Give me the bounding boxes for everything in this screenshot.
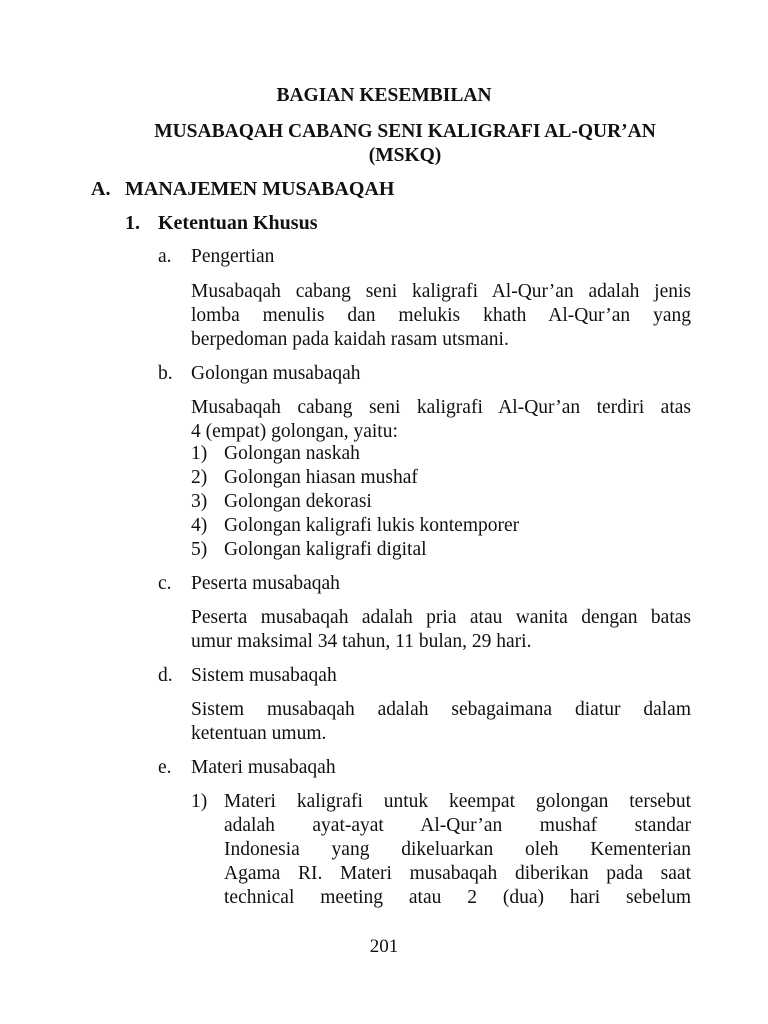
list-item-text: Golongan kaligrafi lukis kontemporer — [224, 515, 520, 536]
paragraph-line: Materi kaligrafi untuk keempat golongan tersebut — [224, 791, 691, 812]
paragraph-line: Indonesia yang dikeluarkan oleh Kementerian — [224, 839, 691, 860]
paragraph-line: technical meeting atau 2 (dua) hari sebelum — [224, 887, 691, 908]
item-c-paragraph — [191, 606, 691, 654]
paragraph-line: umur maksimal 34 tahun, 11 bulan, 29 hari. — [191, 631, 532, 652]
item-e-marker: e. — [158, 757, 172, 778]
item-e-title: Materi musabaqah — [191, 757, 336, 778]
item-d-marker: d. — [158, 665, 173, 686]
paragraph-line: lomba menulis dan melukis khath Al-Qur’an yang — [191, 305, 691, 326]
chapter-title — [30, 120, 768, 168]
item-c-title: Peserta musabaqah — [191, 573, 340, 594]
item-a-title: Pengertian — [191, 246, 275, 267]
subsection-1-marker: 1. — [125, 212, 140, 234]
paragraph-line: Peserta musabaqah adalah pria atau wanita dengan batas — [191, 607, 691, 628]
list-item-text: Golongan hiasan mushaf — [224, 467, 418, 488]
item-a-paragraph — [191, 280, 691, 352]
page-number: 201 — [369, 936, 399, 957]
list-item-text: Golongan dekorasi — [224, 491, 372, 512]
list-item-number: 2) — [191, 467, 208, 488]
section-a-marker: A. — [91, 178, 111, 200]
paragraph-line: 4 (empat) golongan, yaitu: — [191, 421, 398, 442]
paragraph-line: Sistem musabaqah adalah sebagaimana diatur dalam — [191, 699, 691, 720]
item-b-paragraph — [191, 396, 691, 444]
item-b-marker: b. — [158, 363, 173, 384]
subsection-1-title: Ketentuan Khusus — [158, 212, 318, 234]
paragraph-line: Agama RI. Materi musabaqah diberikan pada saat — [224, 863, 691, 884]
list-item-number: 5) — [191, 539, 208, 560]
list-item-number: 3) — [191, 491, 208, 512]
paragraph-line: berpedoman pada kaidah rasam utsmani. — [191, 329, 509, 350]
paragraph-line: Musabaqah cabang seni kaligrafi Al-Qur’an adalah jenis — [191, 281, 691, 302]
paragraph-line: Musabaqah cabang seni kaligrafi Al-Qur’an terdiri atas — [191, 397, 691, 418]
paragraph-line: ketentuan umum. — [191, 723, 327, 744]
chapter-title-line1: MUSABAQAH CABANG SENI KALIGRAFI AL-QUR’AN — [154, 121, 656, 142]
paragraph-line: adalah ayat-ayat Al-Qur’an mushaf standar — [224, 815, 691, 836]
list-item-text: Golongan kaligrafi digital — [224, 539, 427, 560]
section-a-title: MANAJEMEN MUSABAQAH — [125, 178, 395, 200]
item-e-sub-marker: 1) — [191, 791, 208, 812]
item-d-title: Sistem musabaqah — [191, 665, 337, 686]
chapter-title-line2: (MSKQ) — [368, 145, 442, 166]
list-item-number: 4) — [191, 515, 208, 536]
item-c-marker: c. — [158, 573, 172, 594]
list-item-number: 1) — [191, 443, 208, 464]
list-item-text: Golongan naskah — [224, 443, 360, 464]
item-e-sub-paragraph — [224, 790, 691, 910]
part-heading: BAGIAN KESEMBILAN — [276, 85, 492, 106]
item-a-marker: a. — [158, 246, 172, 267]
item-d-paragraph — [191, 698, 691, 746]
item-b-title: Golongan musabaqah — [191, 363, 361, 384]
